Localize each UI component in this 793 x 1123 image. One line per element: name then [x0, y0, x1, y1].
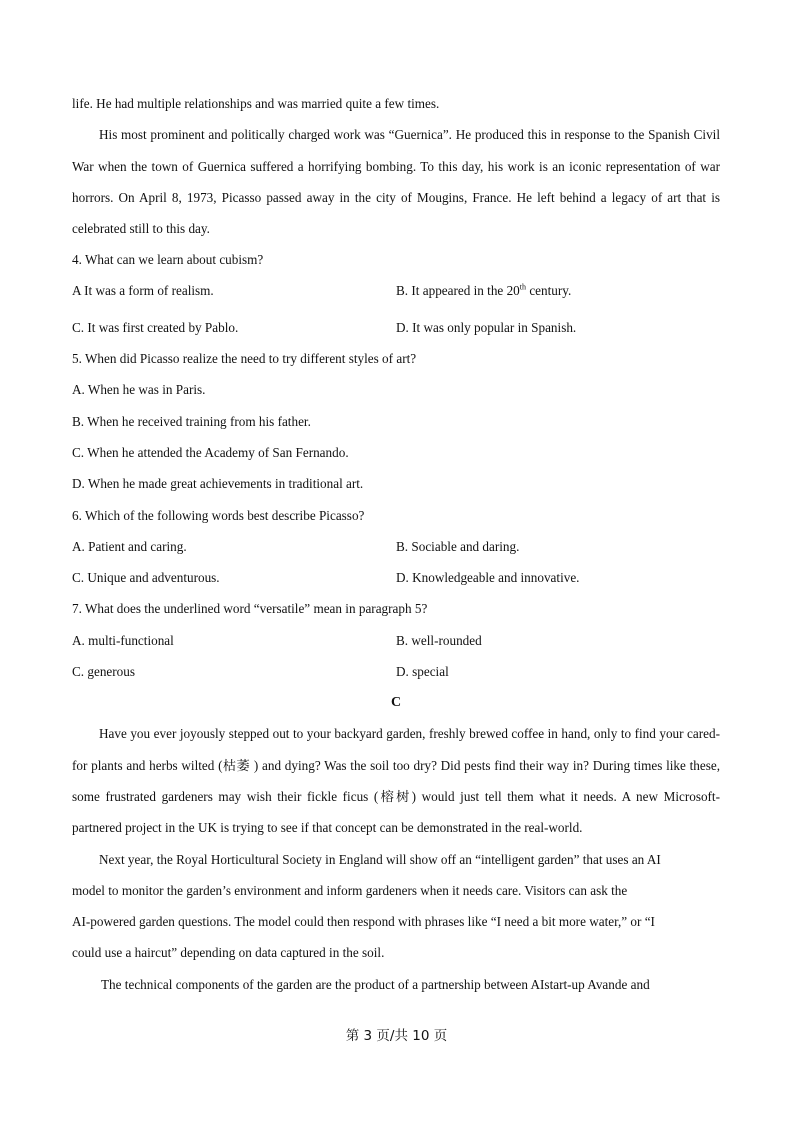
question-7-stem: 7. What does the underlined word “versatile” mean in paragraph 5? — [72, 601, 428, 617]
option-c: C. Unique and adventurous. — [72, 570, 220, 586]
section-heading: C — [390, 695, 402, 711]
option-d: D. It was only popular in Spanish. — [396, 319, 577, 335]
question-7-options-row1 — [72, 625, 720, 656]
option-a: A. Patient and caring. — [72, 538, 187, 554]
section-c-paragraph-3: The technical components of the garden are the product of a partnership between AIstart-up Avande and — [101, 976, 650, 992]
option-d: D. When he made great achievements in traditional art. — [72, 476, 364, 492]
question-4-stem: 4. What can we learn about cubism? — [72, 252, 264, 268]
question-6-stem: 6. Which of the following words best describe Picasso? — [72, 507, 365, 523]
question-4-options-row1 — [72, 270, 720, 312]
question-6-options-row2 — [72, 562, 720, 593]
section-c-paragraph-2-line-2: model to monitor the garden’s environment and inform gardeners when it needs care. Visitors can ask the — [72, 882, 628, 898]
option-b: B. Sociable and daring. — [396, 538, 520, 554]
section-c-paragraph-2-line-3: AI-powered garden questions. The model could then respond with phrases like “I need a bit more water,” or “I — [72, 914, 655, 930]
option-b: B. When he received training from his father. — [72, 413, 311, 429]
section-c-paragraph-2-line-1: Next year, the Royal Horticultural Society in England will show off an “intelligent garden” that uses an AI — [99, 851, 661, 867]
section-c-paragraph-2-line-4: could use a haircut” depending on data captured in the soil. — [72, 945, 385, 961]
option-d: D. Knowledgeable and innovative. — [396, 570, 580, 586]
page-number-footer: 第 3 页/共 10 页 — [345, 1028, 448, 1044]
option-c: C. generous — [72, 664, 135, 680]
passage-paragraph-guernica: His most prominent and politically charged work was “Guernica”. He produced this in response to the Spanish Civil War when the town of Guernica suffered a horrifying bombing. To this day, his work is an iconic representation of war horrors. On April 8, 1973, Picasso passed away in the city of Mougins, France. He left behind a legacy of art that is celebrated still to this day. — [72, 127, 720, 237]
question-4-options-row2 — [72, 312, 720, 343]
option-c: C. It was first created by Pablo. — [72, 319, 239, 335]
question-7-options-row2 — [72, 656, 720, 687]
section-c-paragraph-1: Have you ever joyously stepped out to your backyard garden, freshly brewed coffee in hand, only to find your cared-for plants and herbs wilted (枯萎 ) and dying? Was the soil too dry? Did pests find their way in? During times like these, some frustrated gardeners may wish their fickle ficus (榕树) would just tell them what it needs. A new Microsoft-partnered project in the UK is trying to see if that concept can be demonstrated in the real-world. — [72, 726, 720, 836]
option-a: A It was a form of realism. — [72, 282, 214, 298]
question-6-options-row1 — [72, 531, 720, 562]
option-c: C. When he attended the Academy of San Fernando. — [72, 444, 349, 460]
option-b: B. well-rounded — [396, 632, 482, 648]
option-d: D. special — [396, 664, 449, 680]
passage-paragraph: life. He had multiple relationships and was married quite a few times. — [72, 96, 440, 111]
option-a: A. When he was in Paris. — [72, 382, 206, 398]
page-body — [72, 88, 720, 1000]
option-b: B. It appeared in the 20th century. — [396, 282, 572, 298]
option-a: A. multi-functional — [72, 632, 174, 648]
superscript-th: th — [519, 282, 527, 292]
question-5-stem: 5. When did Picasso realize the need to try different styles of art? — [72, 351, 417, 367]
